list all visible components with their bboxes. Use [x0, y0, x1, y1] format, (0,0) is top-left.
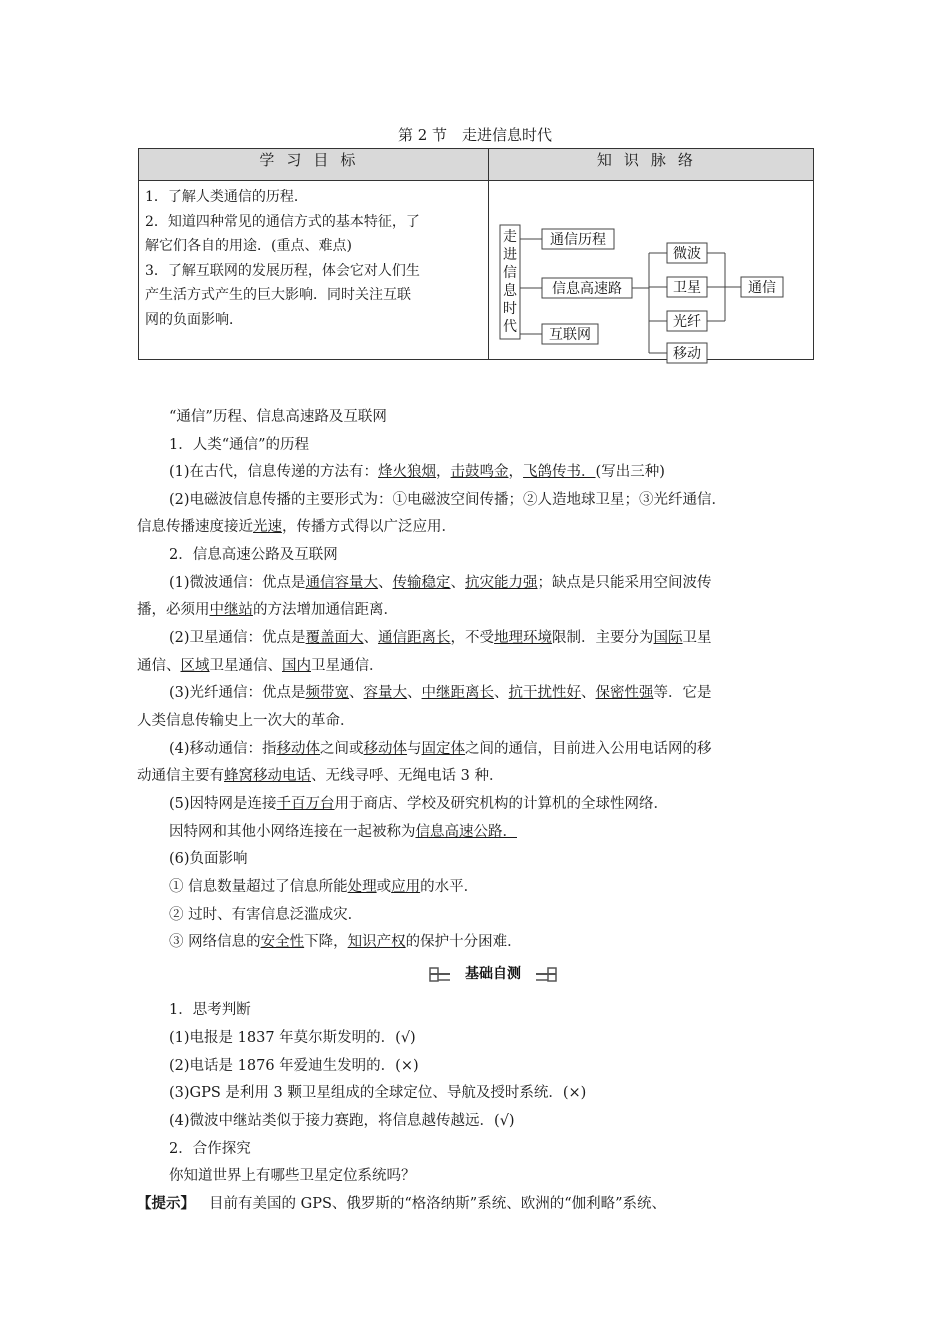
tip-text: 目前有美国的 GPS、俄罗斯的“格洛纳斯”系统、欧洲的“伽利略”系统、: [209, 1196, 667, 1212]
paragraph: (2)卫星通信：优点是覆盖面大、通信距离长，不受地理环境限制．主要分为国际卫星: [169, 630, 712, 646]
subheading: 1．人类“通信”的历程: [169, 437, 310, 453]
paragraph: 播，必须用中继站的方法增加通信距离．: [137, 602, 398, 618]
judgement-item: (4)微波中继站类似于接力赛跑，将信息越传越远．(√): [169, 1113, 515, 1129]
objectives-table: [138, 148, 814, 360]
paragraph: 因特网和其他小网络连接在一起被称为信息高速公路．: [169, 824, 517, 840]
paragraph: (1)微波通信：优点是通信容量大、传输稳定、抗灾能力强；缺点是只能采用空间波传: [169, 575, 712, 591]
goal-line: 网的负面影响．: [145, 311, 243, 328]
map-mode-label: 移动: [672, 346, 701, 362]
question: 你知道世界上有哪些卫星定位系统吗？: [169, 1168, 416, 1184]
tip-label: 【提示】: [137, 1195, 195, 1212]
section-heading: “通信”历程、信息高速路及互联网: [169, 409, 387, 425]
paragraph: (5)因特网是连接千百万台用于商店、学校及研究机构的计算机的全球性网络．: [169, 796, 669, 812]
paragraph: (1)在古代，信息传递的方法有：烽火狼烟，击鼓鸣金，飞鸽传书．(写出三种): [169, 464, 665, 480]
page-title: 第 2 节 走进信息时代: [397, 126, 553, 144]
paragraph: 通信、区域卫星通信、国内卫星通信．: [137, 658, 384, 674]
map-result-label: 通信: [747, 280, 776, 296]
header-learning-goals: 学习目标: [139, 149, 489, 181]
map-branch-label: 通信历程: [549, 232, 606, 248]
judgement-item: (2)电话是 1876 年爱迪生发明的．(×): [169, 1058, 419, 1074]
goal-line: 解它们各自的用途．(重点、难点): [145, 238, 352, 254]
header-knowledge-map: 知识脉络: [488, 149, 813, 181]
paragraph: ③ 网络信息的安全性下降，知识产权的保护十分困难．: [169, 934, 522, 950]
paragraph: ② 过时、有害信息泛滥成灾．: [169, 907, 363, 923]
judgement-item: (3)GPS 是利用 3 颗卫星组成的全球定位、导航及授时系统．(×): [169, 1085, 587, 1101]
tip: [137, 1192, 666, 1213]
paragraph: 信息传播速度接近光速，传播方式得以广泛应用．: [137, 519, 456, 535]
paragraph: (4)移动通信：指移动体之间或移动体与固定体之间的通信，目前进入公用电话网的移: [169, 741, 712, 757]
map-branch-label: 信息高速路: [551, 281, 622, 297]
map-mode-label: 微波: [672, 246, 701, 262]
paragraph: 动通信主要有蜂窝移动电话、无线寻呼、无绳电话 3 种．: [137, 768, 504, 784]
self-test-title: 基础自测: [450, 964, 536, 984]
knowledge-map-diagram: [489, 181, 819, 362]
map-branch-label: 互联网: [548, 327, 591, 343]
paragraph: (2)电磁波信息传播的主要形式为：①电磁波空间传播；②人造地球卫星；③光纤通信．: [169, 492, 727, 508]
goal-line: 2．知道四种常见的通信方式的基本特征，了: [145, 213, 420, 230]
learning-goals-cell: [139, 181, 489, 360]
subheading: 2．信息高速公路及互联网: [169, 547, 338, 563]
subheading: 1．思考判断: [169, 1002, 251, 1018]
self-test-banner: [430, 964, 556, 984]
paragraph: ① 信息数量超过了信息所能处理或应用的水平．: [169, 879, 479, 895]
goal-line: 产生活方式产生的巨大影响．同时关注互联: [145, 287, 411, 303]
subheading: 2．合作探究: [169, 1141, 251, 1157]
map-root-label: 走进信息时代: [502, 229, 517, 335]
map-mode-label: 光纤: [672, 314, 701, 330]
paragraph: (6)负面影响: [169, 851, 248, 867]
goal-line: 1．了解人类通信的历程．: [145, 189, 308, 205]
judgement-item: (1)电报是 1837 年莫尔斯发明的．(√): [169, 1030, 416, 1046]
knowledge-map-cell: [488, 181, 813, 360]
paragraph: (3)光纤通信：优点是频带宽、容量大、中继距离长、抗干扰性好、保密性强等．它是: [169, 685, 712, 701]
paragraph: 人类信息传输史上一次大的革命．: [137, 713, 355, 729]
map-mode-label: 卫星: [672, 280, 701, 296]
goal-line: 3．了解互联网的发展历程，体会它对人们生: [145, 262, 420, 279]
